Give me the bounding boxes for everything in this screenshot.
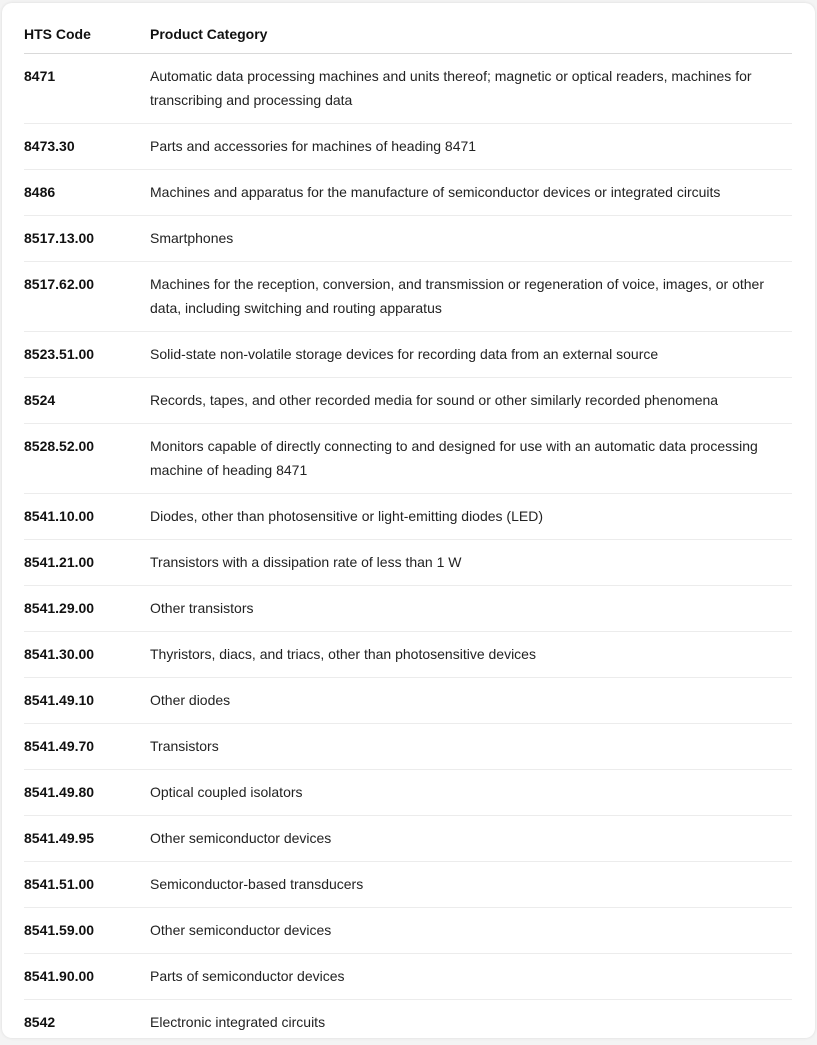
product-category-cell: Transistors with a dissipation rate of less than 1 W [150,540,792,586]
table-body [24,54,792,1045]
hts-code-cell: 8541.49.80 [24,770,150,816]
hts-code-cell: 8541.49.70 [24,724,150,770]
table-row [24,908,792,954]
product-category-cell: Parts of semiconductor devices [150,954,792,1000]
product-category-cell: Machines and apparatus for the manufacture of semiconductor devices or integrated circuits [150,170,792,216]
header-row [24,15,792,54]
table-row [24,954,792,1000]
hts-code-cell: 8473.30 [24,124,150,170]
product-category-cell: Other transistors [150,586,792,632]
table-row [24,586,792,632]
hts-code-cell: 8541.49.95 [24,816,150,862]
table-row [24,216,792,262]
product-category-cell: Electronic integrated circuits [150,1000,792,1045]
product-category-cell: Diodes, other than photosensitive or light-emitting diodes (LED) [150,494,792,540]
product-category-cell: Other semiconductor devices [150,908,792,954]
table-card [2,3,815,1038]
column-header-hts-code: HTS Code [24,15,150,54]
table-row [24,494,792,540]
table-row [24,724,792,770]
hts-code-cell: 8541.49.10 [24,678,150,724]
hts-code-cell: 8524 [24,378,150,424]
table-row [24,262,792,332]
product-category-cell: Solid-state non-volatile storage devices for recording data from an external source [150,332,792,378]
hts-code-cell: 8523.51.00 [24,332,150,378]
product-category-cell: Thyristors, diacs, and triacs, other than photosensitive devices [150,632,792,678]
table-row [24,1000,792,1045]
product-category-cell: Transistors [150,724,792,770]
hts-code-cell: 8541.90.00 [24,954,150,1000]
hts-code-cell: 8541.59.00 [24,908,150,954]
product-category-cell: Machines for the reception, conversion, and transmission or regeneration of voice, images, or other data, including switching and routing apparatus [150,262,792,332]
table-row [24,54,792,124]
hts-code-cell: 8486 [24,170,150,216]
product-category-cell: Other semiconductor devices [150,816,792,862]
table-row [24,678,792,724]
hts-code-cell: 8528.52.00 [24,424,150,494]
hts-code-cell: 8517.62.00 [24,262,150,332]
column-header-product-category: Product Category [150,15,792,54]
product-category-cell: Parts and accessories for machines of heading 8471 [150,124,792,170]
hts-code-cell: 8541.10.00 [24,494,150,540]
table-row [24,540,792,586]
product-category-cell: Optical coupled isolators [150,770,792,816]
hts-code-cell: 8471 [24,54,150,124]
hts-code-cell: 8541.30.00 [24,632,150,678]
hts-code-cell: 8517.13.00 [24,216,150,262]
table-header [24,15,792,54]
product-category-cell: Other diodes [150,678,792,724]
table-row [24,170,792,216]
hts-code-cell: 8541.21.00 [24,540,150,586]
product-category-cell: Automatic data processing machines and units thereof; magnetic or optical readers, machines for transcribing and processing data [150,54,792,124]
table-row [24,816,792,862]
table-row [24,862,792,908]
table-row [24,332,792,378]
hts-code-cell: 8542 [24,1000,150,1045]
table-row [24,424,792,494]
product-category-cell: Smartphones [150,216,792,262]
table-row [24,124,792,170]
table-row [24,632,792,678]
hts-code-cell: 8541.51.00 [24,862,150,908]
table-row [24,770,792,816]
table-row [24,378,792,424]
hts-code-cell: 8541.29.00 [24,586,150,632]
product-category-cell: Monitors capable of directly connecting to and designed for use with an automatic data processing machine of heading 8471 [150,424,792,494]
hts-code-table [24,15,792,1045]
product-category-cell: Semiconductor-based transducers [150,862,792,908]
product-category-cell: Records, tapes, and other recorded media for sound or other similarly recorded phenomena [150,378,792,424]
